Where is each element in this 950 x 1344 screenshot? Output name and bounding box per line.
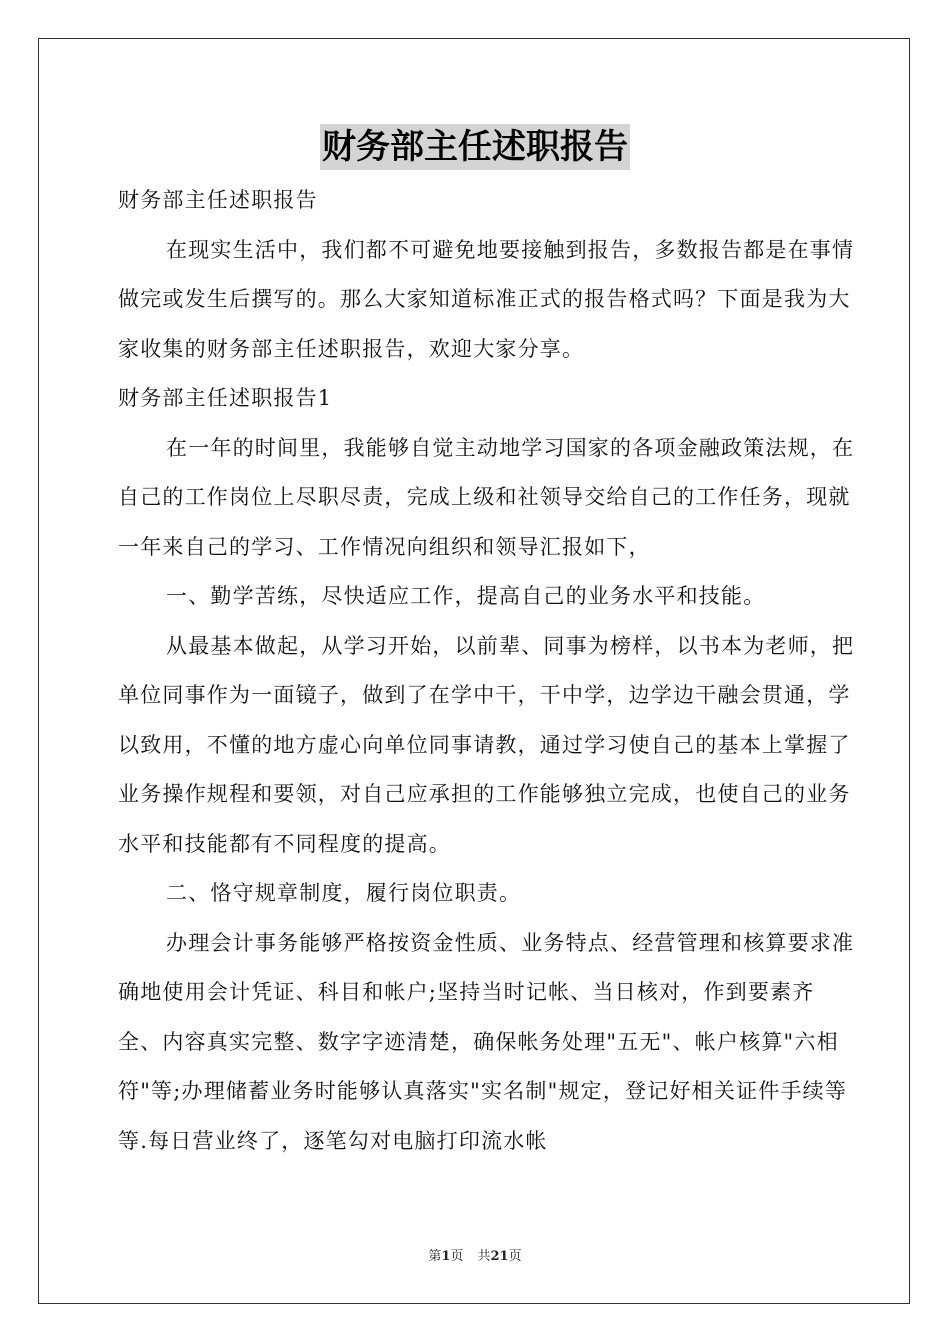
page-prefix: 第 [428,1249,442,1264]
document-title: 财务部主任述职报告 [320,124,630,170]
paragraph: 在现实生活中，我们都不可避免地要接触到报告，多数报告都是在事情做完或发生后撰写的。那么大家知道标准正式的报告格式吗？下面是我为大家收集的财务部主任述职报告，欢迎大家分享。 [118,237,855,361]
paragraph: 办理会计事务能够严格按资金性质、业务特点、经营管理和核算要求准确地使用会计凭证、科目和帐户;坚持当时记帐、当日核对，作到要素齐全、内容真实完整、数字字迹清楚，确保帐务处理"五无"、帐户核算"六相符"等;办理储蓄业务时能够认真落实"实名制"规定，登记好相关证件手续等等.每日营业终了，逐笔勾对电脑打印流水帐 [118,930,855,1153]
paragraph: 二、恪守规章制度，履行岗位职责。 [166,881,522,905]
page-total: 21 [490,1249,509,1264]
section-heading: 财务部主任述职报告 [118,188,318,212]
page-current: 1 [441,1249,451,1264]
page-footer [0,1248,950,1266]
title-wrap [0,124,950,170]
paragraph: 从最基本做起，从学习开始，以前辈、同事为榜样，以书本为老师，把单位同事作为一面镜子，做到了在学中干，干中学，边学边干融会贯通，学以致用，不懂的地方虚心向单位同事请教，通过学习使自己的基本上掌握了业务操作规程和要领，对自己应承担的工作能够独立完成，也使自己的业务水平和技能都有不同程度的提高。 [118,633,855,856]
section-heading: 财务部主任述职报告1 [118,386,333,410]
paragraph: 一、勤学苦练，尽快适应工作，提高自己的业务水平和技能。 [166,584,766,608]
document-body [118,176,858,1166]
paragraph: 在一年的时间里，我能够自觉主动地学习国家的各项金融政策法规，在自己的工作岗位上尽职尽责，完成上级和社领导交给自己的工作任务，现就一年来自己的学习、工作情况向组织和领导汇报如下， [118,435,855,559]
page-suffix: 页 [450,1249,464,1264]
total-prefix: 共 [477,1249,491,1264]
total-suffix: 页 [508,1249,522,1264]
